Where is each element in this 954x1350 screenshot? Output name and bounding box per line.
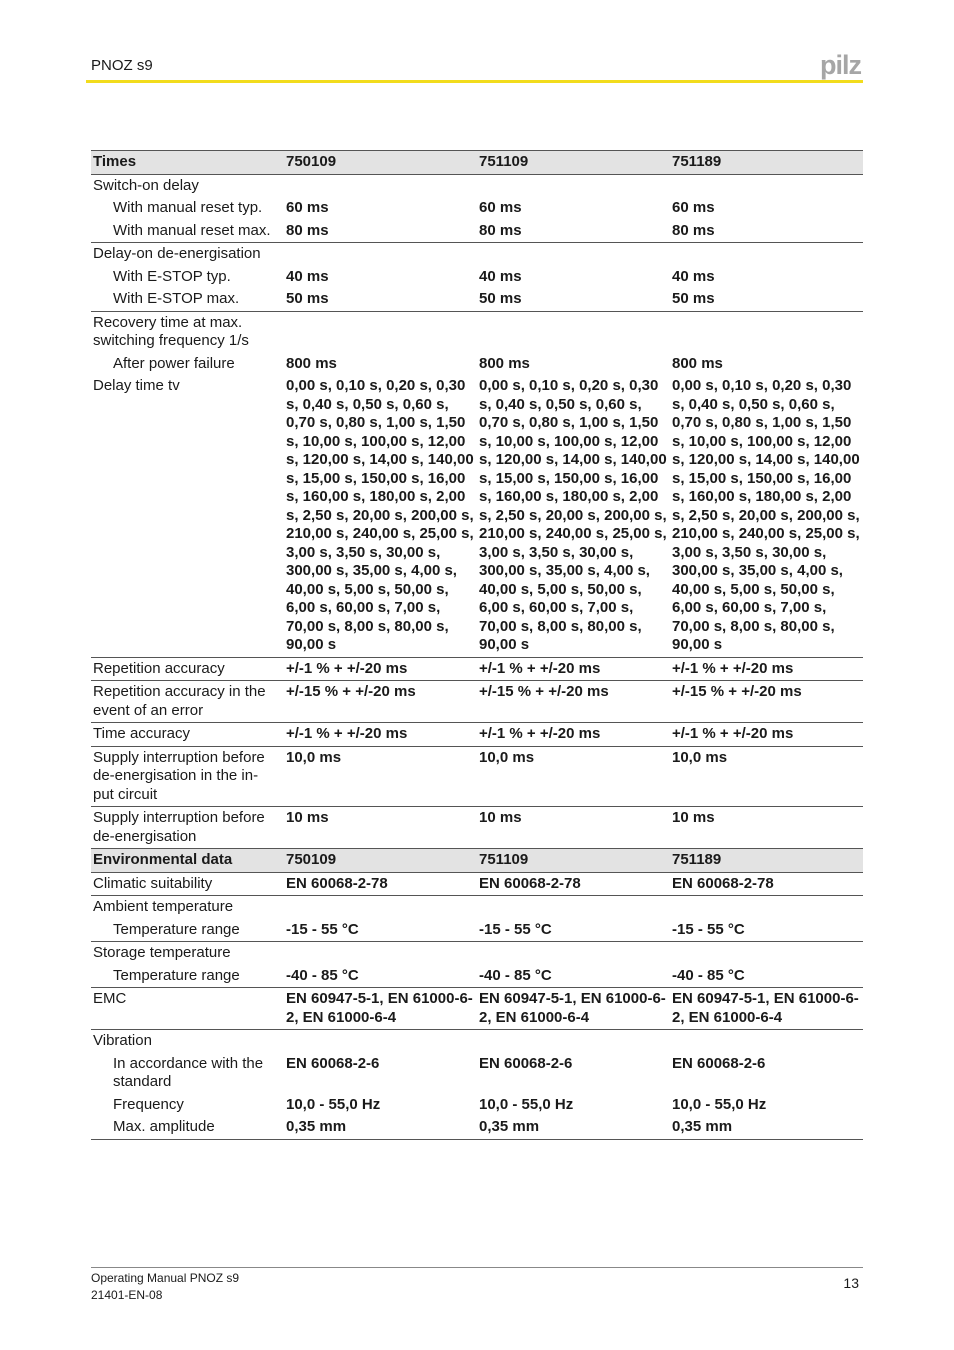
row-value: -40 - 85 °C (284, 965, 477, 988)
row-label: Vibration (93, 1032, 152, 1049)
row-value (477, 896, 670, 919)
row-value: +/-1 % + +/-20 ms (477, 723, 670, 747)
row-value: 10 ms (479, 809, 522, 826)
row-value: EN 60068-2-78 (477, 872, 670, 896)
column-header-1: 750109 (284, 151, 477, 175)
row-value (477, 311, 670, 353)
row-value (284, 942, 477, 965)
environmental-row (91, 1030, 863, 1053)
environmental-row (91, 942, 863, 965)
row-value: 0,00 s, 0,10 s, 0,20 s, 0,30 s, 0,40 s, 0,50 s, 0,60 s, 0,70 s, 0,80 s, 1,00 s, 1,50 s, 10,00 s, 100,00 s, 12,00 s, 120,00 s, 14,00 s, 140,00 s, 15,00 s, 150,00 s, 16,00 s, 160,00 s, 180,00 s, 2,00 s, 2,50 s, 20,00 s, 200,00 s, 210,00 s, 240,00 s, 25,00 s, 3,00 s, 3,50 s, 30,00 s, 300,00 s, 35,00 s, 4,00 s, 40,00 s, 5,00 s, 50,00 s, 6,00 s, 60,00 s, 7,00 s, 70,00 s, 8,00 s, 80,00 s, 90,00 s (477, 375, 670, 657)
row-label: Temperature range (91, 919, 284, 942)
row-value: 40 ms (286, 267, 329, 285)
row-value: +/-15 % + +/-20 ms (670, 681, 863, 723)
times-row (91, 220, 863, 243)
row-value: 50 ms (477, 288, 670, 311)
times-row (91, 657, 863, 681)
row-label: Storage temperature (93, 944, 231, 961)
row-value (670, 1030, 863, 1053)
row-value: 50 ms (670, 288, 863, 311)
environmental-row (91, 872, 863, 896)
row-value (670, 243, 863, 266)
row-label: EMC (91, 988, 284, 1030)
row-value: 10 ms (286, 809, 329, 826)
row-value: 80 ms (670, 220, 863, 243)
pilz-logo: pilz (820, 50, 861, 80)
row-label: Switch-on delay (93, 176, 199, 194)
row-value (284, 1030, 477, 1053)
row-label: Time accuracy (91, 723, 284, 747)
spec-table (91, 150, 863, 1140)
row-value: 0,35 mm (284, 1116, 477, 1139)
row-value: EN 60947-5-1, EN 61000-6-2, EN 61000-6-4 (477, 988, 670, 1030)
row-value: EN 60068-2-6 (479, 1054, 573, 1072)
row-label: Temperature range (91, 965, 284, 988)
row-value: +/-1 % + +/-20 ms (670, 657, 863, 681)
row-value: 50 ms (284, 288, 477, 311)
row-value (670, 942, 863, 965)
environmental-row (91, 1094, 863, 1117)
row-value: 0,00 s, 0,10 s, 0,20 s, 0,30 s, 0,40 s, 0,50 s, 0,60 s, 0,70 s, 0,80 s, 1,00 s, 1,50 s, 10,00 s, 100,00 s, 12,00 s, 120,00 s, 14,00 s, 140,00 s, 15,00 s, 150,00 s, 16,00 s, 160,00 s, 180,00 s, 2,00 s, 2,50 s, 20,00 s, 200,00 s, 210,00 s, 240,00 s, 25,00 s, 3,00 s, 3,50 s, 30,00 s, 300,00 s, 35,00 s, 4,00 s, 40,00 s, 5,00 s, 50,00 s, 6,00 s, 60,00 s, 7,00 s, 70,00 s, 8,00 s, 80,00 s, 90,00 s (670, 375, 863, 657)
row-label: Repetition accuracy (91, 657, 284, 681)
environmental-row (91, 1116, 863, 1139)
times-row (91, 375, 863, 657)
row-label: With manual reset max. (91, 220, 284, 243)
environmental-header-label: Environmental data (91, 849, 284, 873)
document-title: PNOZ s9 (91, 57, 153, 74)
row-label: With E-STOP typ. (113, 267, 231, 285)
row-value: EN 60947-5-1, EN 61000-6-2, EN 61000-6-4 (670, 988, 863, 1030)
times-header-row (91, 151, 863, 175)
column-header-2: 751109 (477, 151, 670, 175)
page-number: 13 (843, 1275, 859, 1291)
row-value: 800 ms (672, 354, 723, 372)
row-value: 60 ms (479, 199, 522, 216)
row-value: +/-15 % + +/-20 ms (477, 681, 670, 723)
row-value: +/-1 % + +/-20 ms (284, 657, 477, 681)
row-value (477, 174, 670, 197)
environmental-row (91, 919, 863, 942)
environmental-row (91, 1053, 863, 1094)
row-value: 800 ms (286, 354, 337, 372)
row-label: Delay time tv (91, 375, 284, 657)
row-value: 10,0 - 55,0 Hz (479, 1095, 574, 1113)
row-value: -40 - 85 °C (670, 965, 863, 988)
row-value: EN 60068-2-78 (284, 872, 477, 896)
row-value: 60 ms (286, 199, 329, 216)
column-header-2: 751109 (477, 849, 670, 873)
row-label: Max. amplitude (91, 1116, 284, 1139)
times-row (91, 243, 863, 266)
times-row (91, 266, 863, 289)
row-label: Repetition accuracy in the event of an error (91, 681, 284, 723)
row-value (284, 896, 477, 919)
row-value: EN 60068-2-78 (670, 872, 863, 896)
row-value: 10,0 ms (670, 746, 863, 807)
row-value (670, 311, 863, 353)
row-value: +/-1 % + +/-20 ms (284, 723, 477, 747)
column-header-3: 751189 (670, 849, 863, 873)
row-value: 0,35 mm (477, 1116, 670, 1139)
row-label: Supply interruption before de-energisation in the in- put circuit (91, 746, 284, 807)
row-value: 10 ms (672, 809, 715, 826)
row-value: -40 - 85 °C (477, 965, 670, 988)
row-value: 80 ms (477, 220, 670, 243)
row-value: 10,0 ms (477, 746, 670, 807)
row-value (477, 1030, 670, 1053)
row-label: Ambient temperature (93, 898, 234, 915)
times-row (91, 197, 863, 220)
row-label: In accordance with the standard (113, 1054, 264, 1090)
times-header-label: Times (91, 151, 284, 175)
times-row (91, 723, 863, 747)
row-value (284, 243, 477, 266)
row-value: 10,0 - 55,0 Hz (672, 1095, 767, 1113)
row-value (477, 243, 670, 266)
row-value (670, 174, 863, 197)
row-value: EN 60068-2-6 (286, 1054, 380, 1072)
row-value (284, 311, 477, 353)
environmental-header-row (91, 849, 863, 873)
spec-table-body (91, 151, 863, 1140)
row-value: 60 ms (672, 199, 715, 216)
environmental-row (91, 965, 863, 988)
times-row (91, 311, 863, 353)
times-row (91, 353, 863, 376)
times-row (91, 807, 863, 849)
row-value: +/-1 % + +/-20 ms (670, 723, 863, 747)
row-value: 10,0 - 55,0 Hz (286, 1095, 381, 1113)
row-label: With E-STOP max. (91, 288, 284, 311)
row-label: With manual reset typ. (113, 199, 263, 216)
footer-doc-number: 21401-EN-08 (91, 1288, 163, 1302)
footer-manual-title: Operating Manual PNOZ s9 (91, 1271, 240, 1285)
row-value: +/-15 % + +/-20 ms (284, 681, 477, 723)
row-value: EN 60947-5-1, EN 61000-6-2, EN 61000-6-4 (284, 988, 477, 1030)
row-value: 80 ms (284, 220, 477, 243)
column-header-3: 751189 (670, 151, 863, 175)
times-row (91, 681, 863, 723)
environmental-row (91, 988, 863, 1030)
row-value: -15 - 55 °C (670, 919, 863, 942)
row-label: Frequency (113, 1095, 184, 1113)
row-value (670, 896, 863, 919)
row-value: +/-1 % + +/-20 ms (477, 657, 670, 681)
times-row (91, 174, 863, 197)
row-value: 800 ms (479, 354, 530, 372)
column-header-1: 750109 (284, 849, 477, 873)
row-label: After power failure (113, 354, 235, 372)
row-label: Climatic suitability (91, 872, 284, 896)
row-value: 40 ms (479, 267, 522, 285)
header-rule (86, 80, 863, 83)
row-value: EN 60068-2-6 (672, 1054, 766, 1072)
footer-rule (91, 1267, 863, 1268)
row-value: -15 - 55 °C (284, 919, 477, 942)
row-value: 0,00 s, 0,10 s, 0,20 s, 0,30 s, 0,40 s, 0,50 s, 0,60 s, 0,70 s, 0,80 s, 1,00 s, 1,50 s, 10,00 s, 100,00 s, 12,00 s, 120,00 s, 14,00 s, 140,00 s, 15,00 s, 150,00 s, 16,00 s, 160,00 s, 180,00 s, 2,00 s, 2,50 s, 20,00 s, 200,00 s, 210,00 s, 240,00 s, 25,00 s, 3,00 s, 3,50 s, 30,00 s, 300,00 s, 35,00 s, 4,00 s, 40,00 s, 5,00 s, 50,00 s, 6,00 s, 60,00 s, 7,00 s, 70,00 s, 8,00 s, 80,00 s, 90,00 s (284, 375, 477, 657)
environmental-row (91, 896, 863, 919)
row-label: Delay-on de-energisation (93, 245, 261, 262)
row-value: 40 ms (672, 267, 715, 285)
row-label: Supply interruption before de-energisation (93, 809, 265, 845)
row-value: -15 - 55 °C (477, 919, 670, 942)
row-value: 0,35 mm (670, 1116, 863, 1139)
row-value (284, 174, 477, 197)
row-value (477, 942, 670, 965)
times-row (91, 746, 863, 807)
row-value: 10,0 ms (284, 746, 477, 807)
times-row (91, 288, 863, 311)
row-label: Recovery time at max. switching frequency 1/s (93, 313, 249, 349)
